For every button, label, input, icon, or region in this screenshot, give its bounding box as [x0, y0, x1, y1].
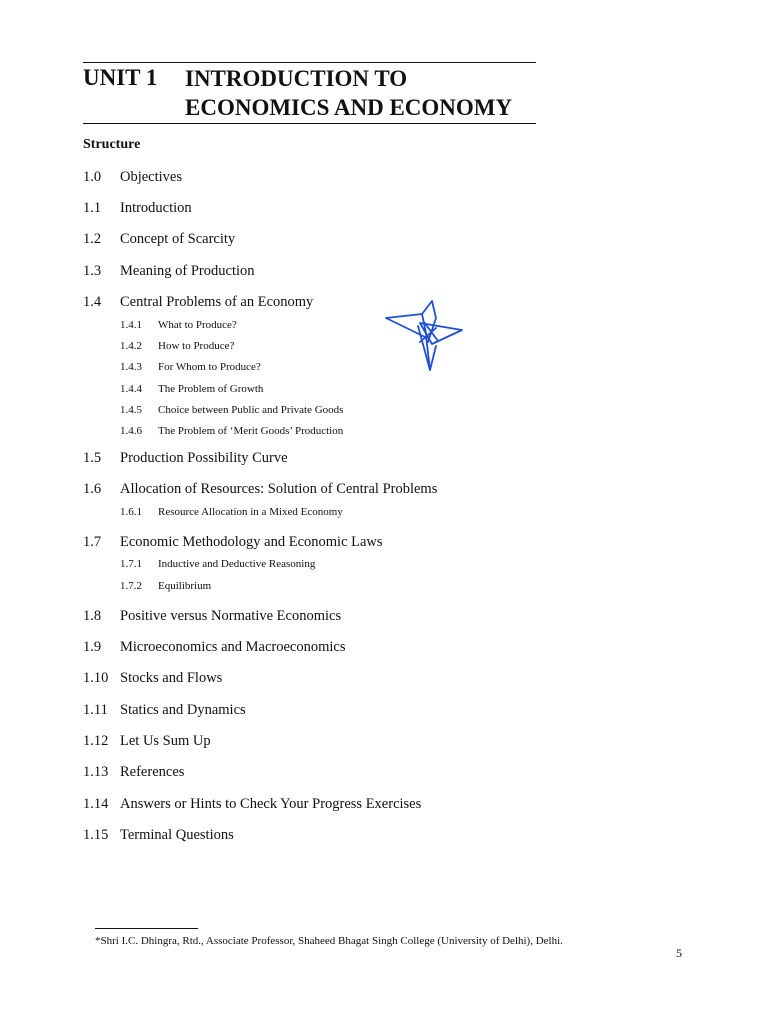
- structure-heading: Structure: [83, 137, 141, 152]
- toc-text: The Problem of Growth: [158, 383, 264, 395]
- toc-number: 1.11: [83, 702, 108, 718]
- toc-number: 1.10: [83, 670, 109, 686]
- title-line-2: ECONOMICS AND ECONOMY: [185, 95, 513, 120]
- toc-text: Allocation of Resources: Solution of Central Problems: [120, 481, 438, 497]
- toc-number: 1.7: [83, 534, 102, 550]
- footnote: *Shri I.C. Dhingra, Rtd., Associate Professor, Shaheed Bhagat Singh College (University of Delhi), Delhi.: [95, 935, 563, 947]
- header-top-rule: [83, 62, 536, 63]
- pen-doodle: [380, 296, 470, 376]
- toc-text: Let Us Sum Up: [120, 733, 211, 749]
- toc-number: 1.13: [83, 764, 109, 780]
- toc-number: 1.4.3: [120, 361, 142, 373]
- toc-number: 1.3: [83, 263, 102, 279]
- toc-text: Inductive and Deductive Reasoning: [158, 558, 316, 570]
- unit-title: [185, 64, 512, 122]
- toc-number: 1.0: [83, 169, 102, 185]
- toc-text: Answers or Hints to Check Your Progress Exercises: [120, 796, 422, 812]
- header-bottom-rule: [83, 123, 536, 124]
- toc-number: 1.7.1: [120, 558, 142, 570]
- toc-number: 1.7.2: [120, 580, 142, 592]
- toc-number: 1.14: [83, 796, 109, 812]
- unit-label: UNIT 1: [83, 65, 158, 90]
- toc-text: Introduction: [120, 200, 192, 216]
- toc-number: 1.1: [83, 200, 102, 216]
- toc-text: Terminal Questions: [120, 827, 234, 843]
- toc-number: 1.4.1: [120, 319, 142, 331]
- title-line-1: INTRODUCTION TO: [185, 66, 408, 91]
- toc-number: 1.12: [83, 733, 109, 749]
- toc-number: 1.4.2: [120, 340, 142, 352]
- toc-text: Microeconomics and Macroeconomics: [120, 639, 346, 655]
- toc-text: Stocks and Flows: [120, 670, 223, 686]
- toc-text: Production Possibility Curve: [120, 450, 288, 466]
- toc-text: How to Produce?: [158, 340, 235, 352]
- toc-number: 1.4.5: [120, 404, 142, 416]
- toc-text: Statics and Dynamics: [120, 702, 246, 718]
- toc-number: 1.6.1: [120, 506, 142, 518]
- footnote-rule: [95, 928, 198, 929]
- toc-number: 1.2: [83, 231, 102, 247]
- toc-text: The Problem of ‘Merit Goods’ Production: [158, 425, 344, 437]
- toc-number: 1.8: [83, 608, 102, 624]
- toc-text: Resource Allocation in a Mixed Economy: [158, 506, 343, 518]
- toc-number: 1.4.4: [120, 383, 142, 395]
- toc-text: Central Problems of an Economy: [120, 294, 314, 310]
- toc-number: 1.5: [83, 450, 102, 466]
- page-number: 5: [676, 946, 682, 960]
- toc-number: 1.4: [83, 294, 102, 310]
- toc-text: Choice between Public and Private Goods: [158, 404, 344, 416]
- toc-text: For Whom to Produce?: [158, 361, 261, 373]
- toc-text: What to Produce?: [158, 319, 237, 331]
- toc-text: Equilibrium: [158, 580, 212, 592]
- toc-number: 1.6: [83, 481, 102, 497]
- toc-text: Positive versus Normative Economics: [120, 608, 342, 624]
- toc-text: Concept of Scarcity: [120, 231, 236, 247]
- toc-number: 1.4.6: [120, 425, 142, 437]
- toc-text: Economic Methodology and Economic Laws: [120, 534, 383, 550]
- toc-number: 1.15: [83, 827, 109, 843]
- toc-text: References: [120, 764, 185, 780]
- toc-number: 1.9: [83, 639, 102, 655]
- toc-text: Meaning of Production: [120, 263, 255, 279]
- toc-text: Objectives: [120, 169, 183, 185]
